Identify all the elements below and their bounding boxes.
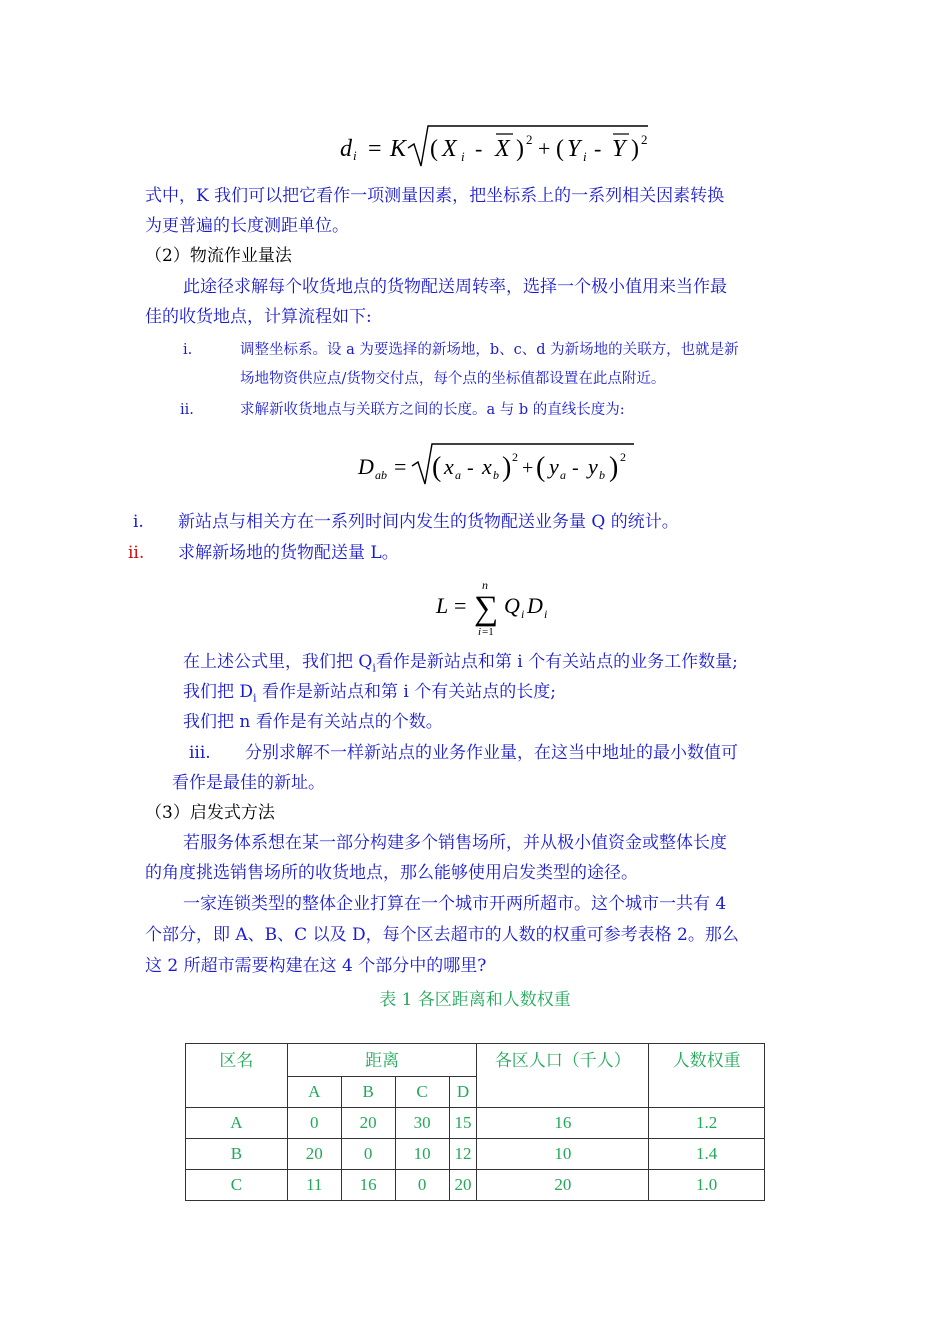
svg-text:-: - <box>594 136 602 161</box>
paragraph-line: 此途径求解每个收货地点的货物配送周转率，选择一个极小值用来当作最 <box>183 277 727 297</box>
cell-weight: 1.0 <box>649 1170 765 1201</box>
list-item-text: 求解新收货地点与关联方之间的长度。a 与 b 的直线长度为: <box>240 402 625 418</box>
table-row <box>186 1108 765 1139</box>
cell-population: 16 <box>477 1108 649 1139</box>
svg-text:i: i <box>521 607 525 621</box>
subheader-D: D <box>449 1077 477 1108</box>
formula-distance-ab <box>352 440 642 488</box>
formula-distance-weighted <box>330 122 670 170</box>
list-item-text: 场地物资供应点/货物交付点，每个点的坐标值都设置在此点附近。 <box>240 371 666 387</box>
svg-text:b: b <box>493 468 499 482</box>
svg-text:L: L <box>436 593 449 618</box>
cell-distance-d: 20 <box>449 1170 477 1201</box>
svg-text:=: = <box>368 136 382 162</box>
svg-text:i: i <box>478 626 482 638</box>
svg-text:): ) <box>502 452 512 483</box>
svg-text:i: i <box>353 148 357 163</box>
svg-text:+: + <box>522 457 534 479</box>
distance-weight-table <box>185 1043 765 1201</box>
cell-population: 20 <box>477 1170 649 1201</box>
cell-distance-d: 15 <box>449 1108 477 1139</box>
svg-text:y: y <box>549 454 559 479</box>
cell-weight: 1.4 <box>649 1139 765 1170</box>
list-number: ii. <box>180 402 194 418</box>
list-item-text: 分别求解不一样新站点的业务作业量，在这当中地址的最小数值可 <box>245 743 738 763</box>
paragraph-line: 这 2 所超市需要构建在这 4 个部分中的哪里? <box>145 956 487 976</box>
list-item-text: 求解新场地的货物配送量 L。 <box>178 543 399 563</box>
svg-text:): ) <box>631 136 639 162</box>
subheader-C: C <box>395 1077 449 1108</box>
list-number: i. <box>133 512 144 532</box>
svg-text:Y: Y <box>612 136 626 162</box>
cell-zone: B <box>186 1139 288 1170</box>
explanation-line: 我们把 $D_i$ 看作是新站点和第 i 个有关站点的长度; <box>183 682 556 705</box>
svg-text:a: a <box>560 468 566 482</box>
cell-distance-a: 11 <box>287 1170 341 1201</box>
svg-text:(: ( <box>432 452 442 483</box>
section-heading: （3）启发式方法 <box>145 803 275 823</box>
svg-text:2: 2 <box>512 450 518 464</box>
svg-text:(: ( <box>430 136 438 162</box>
svg-text:a: a <box>455 468 461 482</box>
table-header-row <box>186 1044 765 1077</box>
list-number: ii. <box>128 543 145 563</box>
svg-text:ab: ab <box>375 468 387 482</box>
svg-text:X: X <box>495 136 510 162</box>
cell-distance-c: 0 <box>395 1170 449 1201</box>
svg-text:Y: Y <box>567 136 581 162</box>
cell-zone: C <box>186 1170 288 1201</box>
subheader-B: B <box>341 1077 395 1108</box>
paragraph-line: 个部分，即 A、B、C 以及 D，每个区去超市的人数的权重可参考表格 2。那么 <box>145 925 739 945</box>
cell-distance-a: 0 <box>287 1108 341 1139</box>
cell-distance-b: 16 <box>341 1170 395 1201</box>
list-item-text: 看作是最佳的新址。 <box>172 773 325 793</box>
explanation-line: 在上述公式里，我们把 $Q_i$看作是新站点和第 i 个有关站点的业务工作数量; <box>183 652 738 675</box>
list-item-text: 新站点与相关方在一系列时间内发生的货物配送业务量 Q 的统计。 <box>178 512 679 532</box>
paragraph-line: 若服务体系想在某一部分构建多个销售场所，并从极小值资金或整体长度 <box>183 833 727 853</box>
table-row <box>186 1139 765 1170</box>
svg-text:): ) <box>516 136 524 162</box>
section-heading: （2）物流作业量法 <box>145 246 292 266</box>
header-population: 各区人口（千人） <box>477 1044 649 1108</box>
header-weight: 人数权重 <box>649 1044 765 1108</box>
cell-population: 10 <box>477 1139 649 1170</box>
svg-text:x: x <box>444 454 454 479</box>
paragraph-line: 为更普遍的长度测距单位。 <box>145 216 349 236</box>
list-number: i. <box>183 342 193 358</box>
svg-text:=: = <box>394 454 407 479</box>
cell-zone: A <box>186 1108 288 1139</box>
svg-text:D: D <box>358 454 374 479</box>
cell-distance-a: 20 <box>287 1139 341 1170</box>
table-caption: 表 1 各区距离和人数权重 <box>379 990 571 1010</box>
svg-text:n: n <box>482 578 488 592</box>
svg-text:K: K <box>390 136 407 162</box>
svg-text:i: i <box>461 149 465 164</box>
svg-text:2: 2 <box>620 450 626 464</box>
table-row <box>186 1170 765 1201</box>
svg-text:Q: Q <box>504 593 520 618</box>
svg-text:2: 2 <box>641 132 648 147</box>
explanation-line: 我们把 n 看作是有关站点的个数。 <box>183 712 443 732</box>
svg-text:b: b <box>599 468 605 482</box>
svg-text:-: - <box>467 457 474 479</box>
svg-text:2: 2 <box>526 132 533 147</box>
svg-text:D: D <box>527 593 543 618</box>
paragraph-line: 佳的收货地点，计算流程如下: <box>145 307 372 327</box>
svg-text:x: x <box>482 454 492 479</box>
header-distance: 距离 <box>287 1044 477 1077</box>
cell-distance-b: 0 <box>341 1139 395 1170</box>
svg-text:-: - <box>475 136 483 161</box>
svg-text:(: ( <box>536 452 546 483</box>
header-zone: 区名 <box>186 1044 288 1108</box>
svg-text:i: i <box>583 149 587 164</box>
svg-text:): ) <box>609 452 619 483</box>
svg-text:X: X <box>442 136 457 162</box>
cell-distance-c: 30 <box>395 1108 449 1139</box>
svg-text:∑: ∑ <box>474 590 499 627</box>
svg-text:=: = <box>454 593 467 618</box>
svg-text:=1: =1 <box>482 626 494 638</box>
cell-distance-c: 10 <box>395 1139 449 1170</box>
cell-weight: 1.2 <box>649 1108 765 1139</box>
svg-text:d: d <box>340 136 352 162</box>
cell-distance-d: 12 <box>449 1139 477 1170</box>
cell-distance-b: 20 <box>341 1108 395 1139</box>
svg-text:-: - <box>572 457 579 479</box>
svg-text:y: y <box>588 454 598 479</box>
paragraph-line: 式中，K 我们可以把它看作一项测量因素，把坐标系上的一系列相关因素转换 <box>145 186 725 206</box>
formula-sum-L <box>430 575 570 643</box>
list-number: iii. <box>189 743 211 763</box>
paragraph-line: 的角度挑选销售场所的收货地点，那么能够使用启发类型的途径。 <box>145 863 638 883</box>
svg-text:(: ( <box>556 136 564 162</box>
paragraph-line: 一家连锁类型的整体企业打算在一个城市开两所超市。这个城市一共有 4 <box>183 894 727 914</box>
list-item-text: 调整坐标系。设 a 为要选择的新场地，b、c、d 为新场地的关联方，也就是新 <box>240 342 739 358</box>
subheader-A: A <box>287 1077 341 1108</box>
svg-text:+: + <box>538 136 551 161</box>
svg-text:i: i <box>544 607 548 621</box>
